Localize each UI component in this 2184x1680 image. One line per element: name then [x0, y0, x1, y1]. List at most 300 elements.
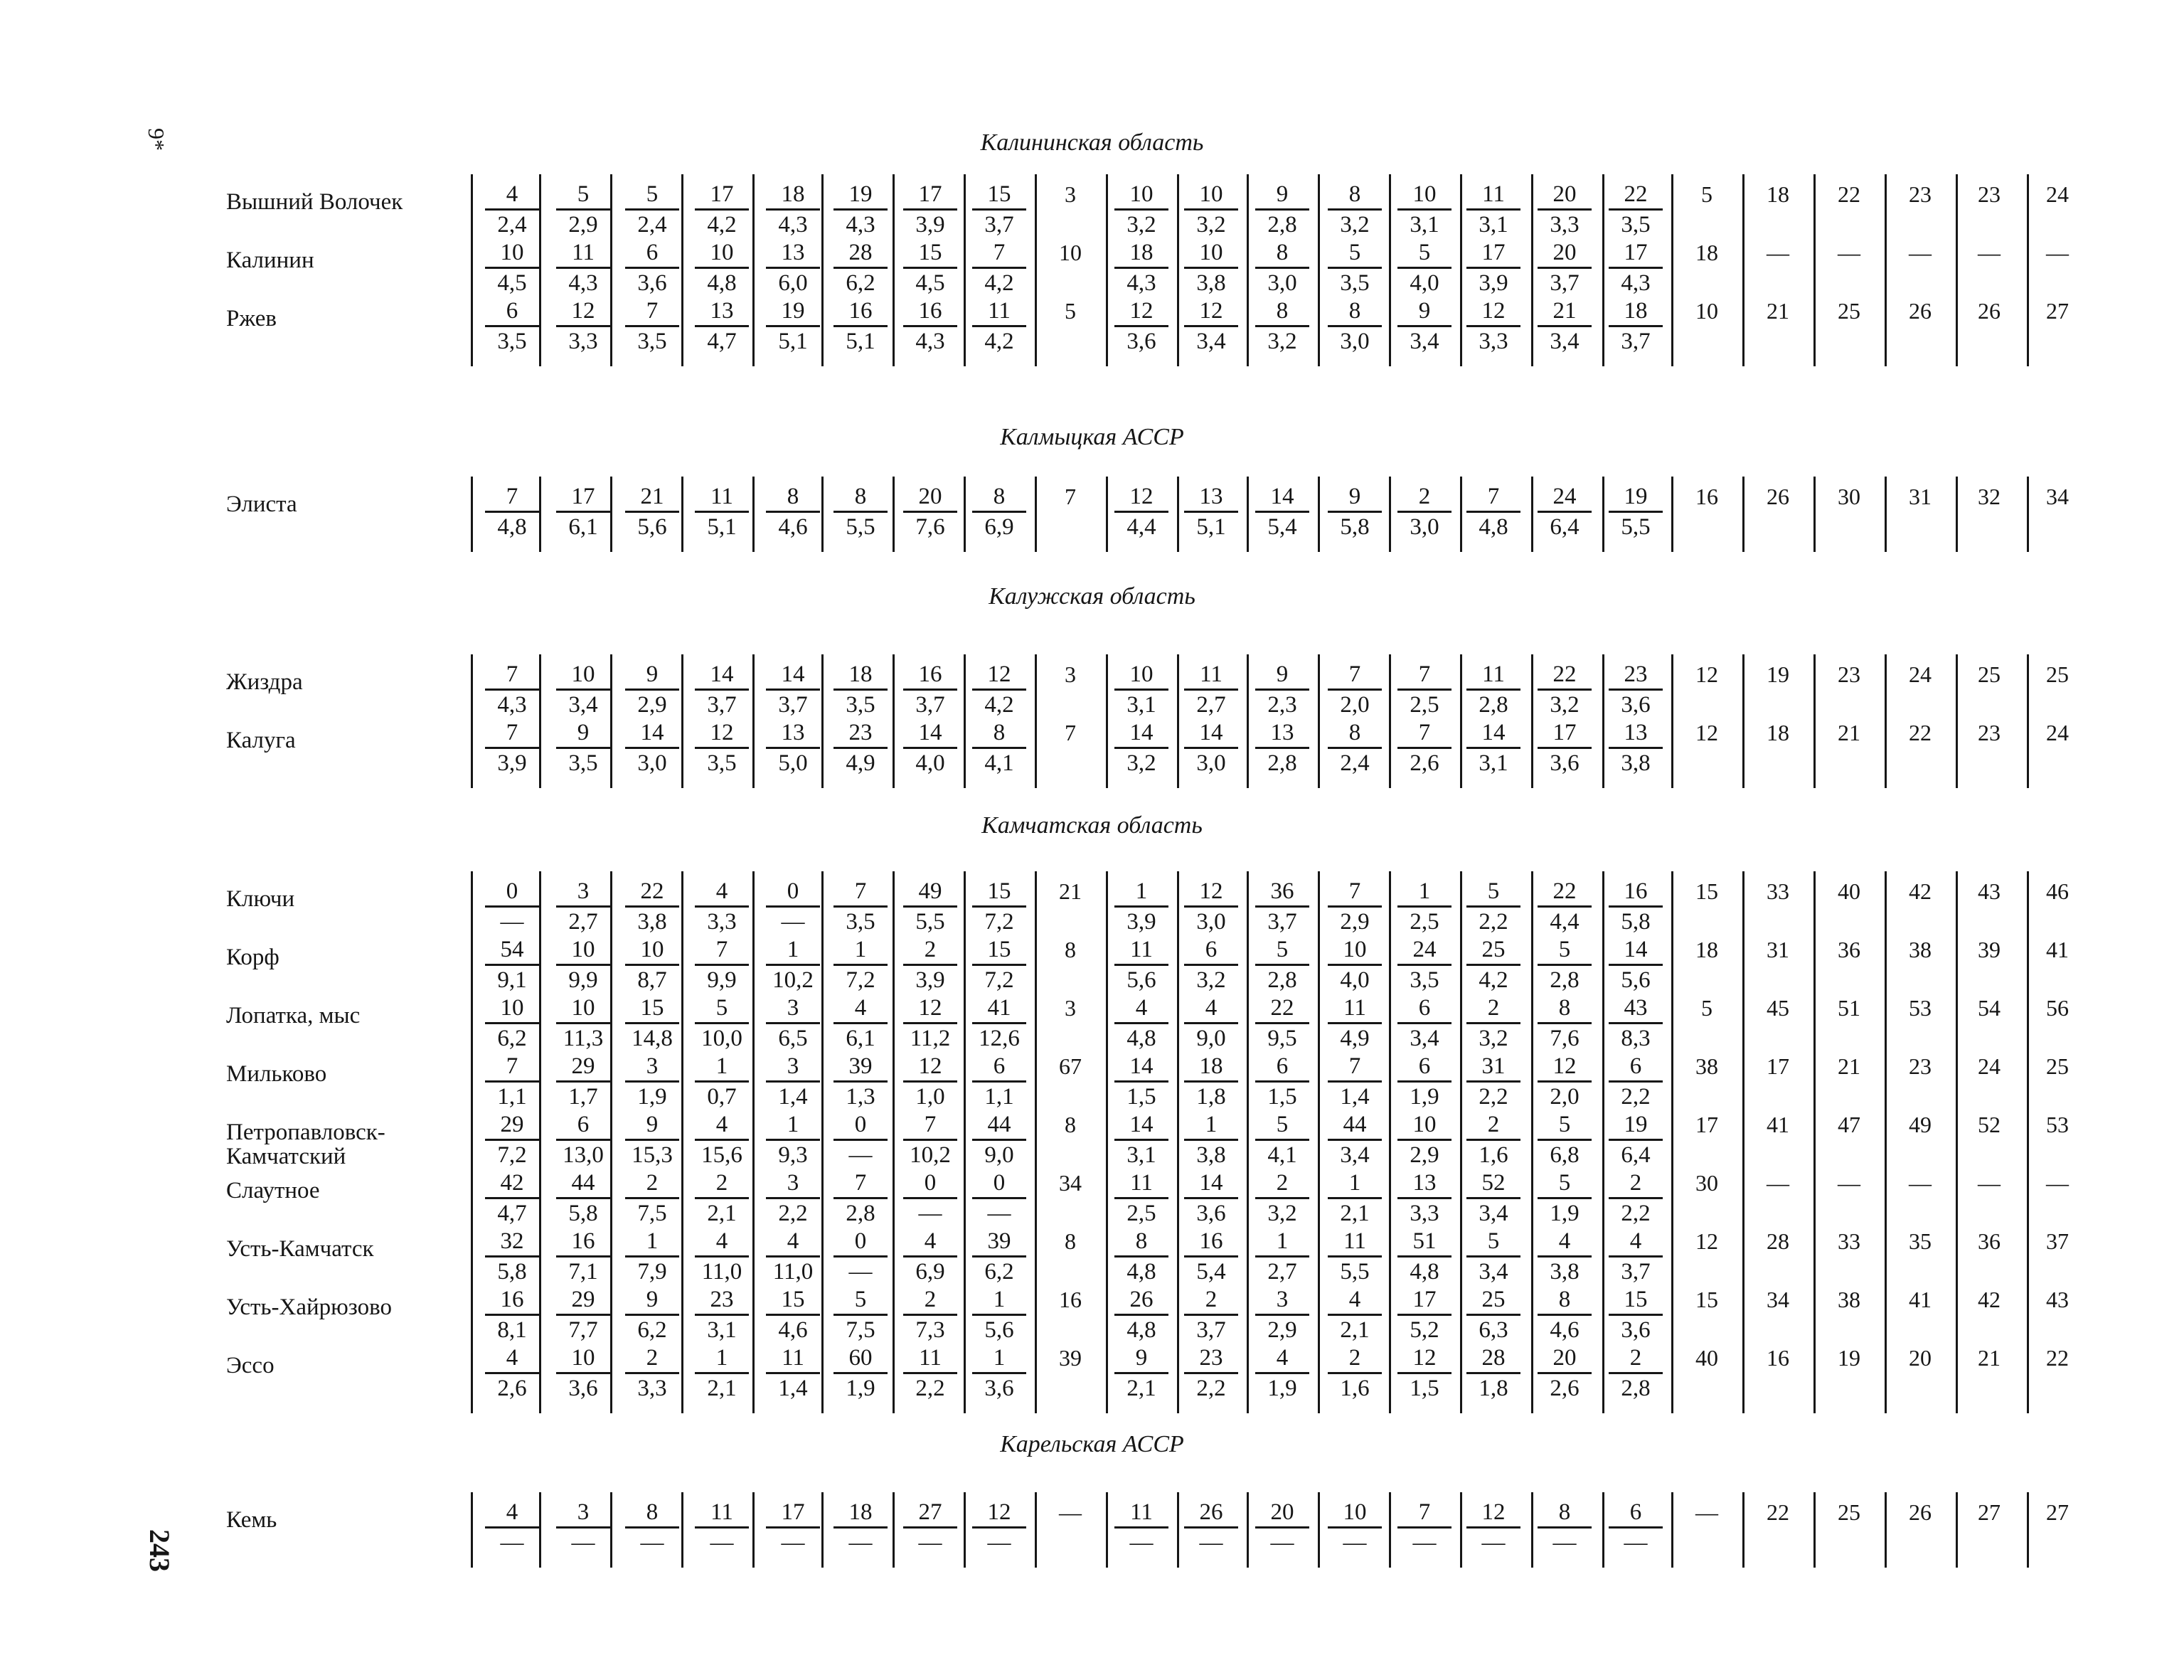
column-rule: [1177, 174, 1179, 366]
numerator: 2: [1609, 1344, 1663, 1374]
column-rule: [471, 1492, 473, 1568]
denominator: 6,5: [778, 1026, 808, 1051]
column-rule: [1247, 871, 1249, 1413]
column-rule: [1318, 1492, 1320, 1568]
column-rule: [1531, 174, 1533, 366]
numerator: 24: [1397, 935, 1451, 966]
single-value: 8: [1065, 1112, 1076, 1137]
numerator: 29: [556, 1052, 610, 1083]
numerator: 49: [903, 877, 957, 908]
numerator: 10: [625, 935, 679, 966]
numerator: 11: [1466, 180, 1520, 211]
denominator: —: [1624, 1530, 1648, 1556]
numerator: 4: [485, 1498, 539, 1529]
column-rule: [1956, 1492, 1958, 1568]
fraction-cell: [1184, 1110, 1238, 1168]
numerator: 6: [1397, 1052, 1451, 1083]
numerator: 8: [1538, 1498, 1592, 1529]
single-value: 36: [1978, 1228, 2001, 1254]
fraction-cell: [625, 1227, 679, 1285]
single-value: 22: [1909, 720, 1932, 745]
column-rule: [752, 654, 755, 788]
denominator: —: [500, 1530, 524, 1556]
fraction-cell: [1184, 718, 1238, 776]
denominator: 1,3: [846, 1084, 875, 1110]
numerator: 21: [625, 482, 679, 513]
numerator: 1: [1114, 877, 1168, 908]
fraction-cell: [1255, 877, 1309, 935]
denominator: 2,5: [1410, 692, 1439, 718]
numerator: 8: [1328, 180, 1382, 211]
denominator: 7,5: [846, 1317, 875, 1343]
denominator: 3,5: [846, 692, 875, 718]
denominator: 6,2: [984, 1259, 1014, 1285]
denominator: 2,8: [1550, 967, 1580, 993]
single-value: 26: [1978, 298, 2001, 324]
fraction-cell: [556, 1344, 610, 1401]
single-value: 22: [1767, 1499, 1789, 1525]
numerator: 3: [1255, 1285, 1309, 1316]
numerator: 7: [1397, 660, 1451, 691]
fraction-cell: [1328, 1227, 1382, 1285]
single-value: 8: [1065, 937, 1076, 962]
fraction-cell: [1255, 1285, 1309, 1343]
numerator: 17: [766, 1498, 820, 1529]
fraction-cell: [972, 1285, 1026, 1343]
denominator: 12,6: [979, 1026, 1020, 1051]
denominator: 5,1: [846, 329, 875, 354]
fraction-cell: [1538, 718, 1592, 776]
single-value: 38: [1695, 1053, 1718, 1079]
fraction-cell: [1328, 1110, 1382, 1168]
fraction-cell: [1114, 1344, 1168, 1401]
single-value: 18: [1767, 181, 1789, 207]
denominator: 2,5: [1410, 909, 1439, 935]
denominator: 4,3: [497, 692, 527, 718]
numerator: 17: [1538, 718, 1592, 749]
denominator: 2,6: [1550, 1376, 1580, 1401]
column-rule: [893, 174, 895, 366]
numerator: 10: [485, 994, 539, 1024]
denominator: 3,7: [1267, 909, 1297, 935]
denominator: 2,7: [1267, 1259, 1297, 1285]
fraction-cell: [766, 877, 820, 935]
fraction-cell: [1255, 1227, 1309, 1285]
denominator: 2,2: [1479, 1084, 1508, 1110]
fraction-cell: [695, 1169, 749, 1226]
denominator: 4,0: [1340, 967, 1370, 993]
single-value: 5: [1065, 298, 1076, 324]
column-rule: [1671, 871, 1673, 1413]
fraction-cell: [903, 994, 957, 1051]
station-name: Вышний Волочек: [226, 189, 403, 215]
denominator: 5,8: [1340, 514, 1370, 540]
column-rule: [610, 1492, 612, 1568]
column-rule: [1247, 174, 1249, 366]
denominator: 3,0: [1267, 270, 1297, 296]
fraction-cell: [972, 994, 1026, 1051]
fraction-cell: [1114, 180, 1168, 238]
single-value: 25: [1838, 1499, 1860, 1525]
section-title: Калмыцкая АССР: [1000, 424, 1184, 450]
column-rule: [1742, 654, 1744, 788]
fraction-cell: [1397, 1285, 1451, 1343]
fraction-cell: [556, 1169, 610, 1226]
numerator: 12: [1184, 877, 1238, 908]
denominator: 1,1: [497, 1084, 527, 1110]
numerator: 4: [485, 1344, 539, 1374]
denominator: 2,4: [497, 212, 527, 238]
numerator: 2: [1328, 1344, 1382, 1374]
numerator: 4: [1255, 1344, 1309, 1374]
numerator: 5: [1538, 1110, 1592, 1141]
numerator: 13: [766, 238, 820, 269]
single-value: 7: [1065, 720, 1076, 745]
fraction-cell: [1255, 1052, 1309, 1110]
numerator: 12: [972, 660, 1026, 691]
single-value: 45: [1767, 995, 1789, 1021]
numerator: 8: [833, 482, 888, 513]
fraction-cell: [1609, 1169, 1663, 1226]
single-value: 21: [1838, 1053, 1860, 1079]
numerator: 5: [1466, 1227, 1520, 1258]
fraction-cell: [1609, 1052, 1663, 1110]
numerator: 22: [1538, 877, 1592, 908]
single-value: 41: [2046, 937, 2069, 962]
denominator: 3,8: [1621, 750, 1651, 776]
fraction-cell: [695, 1285, 749, 1343]
numerator: 23: [695, 1285, 749, 1316]
page-number: 243: [144, 1529, 176, 1572]
denominator: 1,5: [1126, 1084, 1156, 1110]
numerator: 1: [833, 935, 888, 966]
station-name: Ржев: [226, 306, 277, 331]
fraction-cell: [1609, 994, 1663, 1051]
column-rule: [471, 871, 473, 1413]
numerator: 7: [625, 297, 679, 327]
fraction-cell: [1609, 1498, 1663, 1556]
denominator: 3,5: [846, 909, 875, 935]
numerator: 7: [903, 1110, 957, 1141]
fraction-cell: [556, 1285, 610, 1343]
numerator: 16: [833, 297, 888, 327]
numerator: 8: [1538, 994, 1592, 1024]
fraction-cell: [972, 660, 1026, 718]
numerator: 20: [1255, 1498, 1309, 1529]
denominator: 2,1: [707, 1201, 737, 1226]
numerator: 14: [1114, 1052, 1168, 1083]
denominator: 5,4: [1196, 1259, 1226, 1285]
column-rule: [821, 1492, 824, 1568]
single-value: 20: [1909, 1345, 1932, 1371]
numerator: 8: [766, 482, 820, 513]
denominator: 3,3: [637, 1376, 667, 1401]
column-rule: [610, 654, 612, 788]
numerator: 19: [766, 297, 820, 327]
single-value: 24: [1978, 1053, 2001, 1079]
single-value: 23: [1978, 181, 2001, 207]
denominator: 2,8: [846, 1201, 875, 1226]
denominator: 3,1: [707, 1317, 737, 1343]
denominator: 3,7: [915, 692, 945, 718]
denominator: —: [1481, 1530, 1506, 1556]
fraction-cell: [833, 180, 888, 238]
denominator: 4,0: [915, 750, 945, 776]
column-rule: [1742, 1492, 1744, 1568]
fraction-cell: [1328, 180, 1382, 238]
fraction-cell: [1114, 994, 1168, 1051]
numerator: 17: [556, 482, 610, 513]
numerator: 42: [485, 1169, 539, 1199]
denominator: 6,1: [846, 1026, 875, 1051]
single-value: —: [2046, 240, 2069, 265]
fraction-cell: [1538, 1344, 1592, 1401]
single-value: 15: [1695, 1287, 1718, 1312]
fraction-cell: [833, 1052, 888, 1110]
fraction-cell: [766, 1227, 820, 1285]
column-rule: [1247, 1492, 1249, 1568]
fraction-cell: [1609, 180, 1663, 238]
fraction-cell: [1255, 1169, 1309, 1226]
denominator: 2,2: [1621, 1201, 1651, 1226]
numerator: 5: [695, 994, 749, 1024]
column-rule: [681, 477, 683, 552]
single-value: 43: [2046, 1287, 2069, 1312]
denominator: 1,4: [1340, 1084, 1370, 1110]
denominator: 4,6: [778, 514, 808, 540]
denominator: 4,8: [1479, 514, 1508, 540]
fraction-cell: [625, 1110, 679, 1168]
numerator: 18: [1184, 1052, 1238, 1083]
single-value: 23: [1978, 720, 2001, 745]
fraction-cell: [766, 1110, 820, 1168]
denominator: —: [918, 1201, 942, 1226]
numerator: 5: [1538, 1169, 1592, 1199]
denominator: 3,7: [707, 692, 737, 718]
numerator: 7: [485, 718, 539, 749]
denominator: 7,6: [1550, 1026, 1580, 1051]
column-rule: [1106, 654, 1108, 788]
fraction-cell: [485, 1344, 539, 1401]
numerator: 2: [625, 1344, 679, 1374]
numerator: 9: [1114, 1344, 1168, 1374]
denominator: 4,0: [1410, 270, 1439, 296]
denominator: 3,6: [637, 270, 667, 296]
column-rule: [1177, 1492, 1179, 1568]
fraction-cell: [1184, 1285, 1238, 1343]
denominator: 5,2: [1410, 1317, 1439, 1343]
numerator: 10: [1114, 660, 1168, 691]
fraction-cell: [903, 718, 957, 776]
denominator: 2,8: [1267, 967, 1297, 993]
denominator: 5,1: [1196, 514, 1226, 540]
fraction-cell: [833, 718, 888, 776]
fraction-cell: [1397, 1052, 1451, 1110]
numerator: 10: [1397, 180, 1451, 211]
single-value: —: [1838, 240, 1860, 265]
fraction-cell: [625, 994, 679, 1051]
numerator: 5: [1255, 935, 1309, 966]
column-rule: [1035, 654, 1037, 788]
denominator: 6,4: [1550, 514, 1580, 540]
denominator: 1,7: [568, 1084, 598, 1110]
fraction-cell: [903, 1227, 957, 1285]
column-rule: [1956, 871, 1958, 1413]
numerator: 5: [1328, 238, 1382, 269]
column-rule: [1813, 174, 1816, 366]
fraction-cell: [1609, 935, 1663, 993]
column-rule: [681, 654, 683, 788]
fraction-cell: [1397, 1169, 1451, 1226]
fraction-cell: [1466, 1052, 1520, 1110]
numerator: 20: [1538, 1344, 1592, 1374]
denominator: 4,8: [1126, 1317, 1156, 1343]
denominator: 8,3: [1621, 1026, 1651, 1051]
numerator: 1: [1397, 877, 1451, 908]
denominator: 6,4: [1621, 1142, 1651, 1168]
fraction-cell: [556, 1498, 610, 1556]
single-value: 3: [1065, 661, 1076, 687]
fraction-cell: [1538, 1227, 1592, 1285]
numerator: 9: [556, 718, 610, 749]
numerator: 4: [485, 180, 539, 211]
fraction-cell: [1255, 180, 1309, 238]
fraction-cell: [695, 1498, 749, 1556]
single-value: 19: [1838, 1345, 1860, 1371]
fraction-cell: [1328, 660, 1382, 718]
fraction-cell: [1184, 1498, 1238, 1556]
column-rule: [821, 871, 824, 1413]
numerator: 1: [766, 935, 820, 966]
column-rule: [893, 1492, 895, 1568]
column-rule: [1389, 1492, 1391, 1568]
numerator: 8: [1328, 718, 1382, 749]
fraction-cell: [556, 660, 610, 718]
fraction-cell: [1397, 1498, 1451, 1556]
column-rule: [1885, 477, 1887, 552]
fraction-cell: [1609, 718, 1663, 776]
denominator: 7,5: [637, 1201, 667, 1226]
column-rule: [1885, 174, 1887, 366]
numerator: 24: [1538, 482, 1592, 513]
denominator: 3,4: [568, 692, 598, 718]
fraction-cell: [903, 1344, 957, 1401]
numerator: 18: [766, 180, 820, 211]
fraction-cell: [556, 297, 610, 354]
numerator: 28: [833, 238, 888, 269]
numerator: 13: [1397, 1169, 1451, 1199]
column-rule: [1671, 654, 1673, 788]
denominator: 3,9: [915, 967, 945, 993]
single-value: 40: [1838, 878, 1860, 904]
numerator: 6: [1609, 1498, 1663, 1529]
fraction-cell: [1184, 1227, 1238, 1285]
denominator: 5,6: [637, 514, 667, 540]
numerator: 5: [625, 180, 679, 211]
single-value: 42: [1978, 1287, 2001, 1312]
single-value: 67: [1059, 1053, 1082, 1079]
numerator: 15: [972, 180, 1026, 211]
denominator: 3,1: [1479, 212, 1508, 238]
single-value: 28: [1767, 1228, 1789, 1254]
denominator: 3,1: [1126, 692, 1156, 718]
station-name: Усть-Камчатск: [226, 1236, 374, 1262]
single-value: 3: [1065, 995, 1076, 1021]
column-rule: [539, 654, 541, 788]
denominator: 2,9: [637, 692, 667, 718]
numerator: 22: [625, 877, 679, 908]
single-value: 18: [1767, 720, 1789, 745]
fraction-cell: [625, 180, 679, 238]
fraction-cell: [903, 1110, 957, 1168]
single-value: 22: [2046, 1345, 2069, 1371]
numerator: 11: [695, 482, 749, 513]
fraction-cell: [1397, 994, 1451, 1051]
fraction-cell: [1538, 297, 1592, 354]
denominator: —: [848, 1259, 873, 1285]
denominator: 3,2: [1267, 1201, 1297, 1226]
denominator: 4,7: [497, 1201, 527, 1226]
denominator: 5,8: [1621, 909, 1651, 935]
fraction-cell: [1538, 180, 1592, 238]
numerator: 4: [1184, 994, 1238, 1024]
column-rule: [964, 174, 966, 366]
denominator: 3,0: [1196, 909, 1226, 935]
numerator: 6: [1255, 1052, 1309, 1083]
denominator: 2,9: [1340, 909, 1370, 935]
column-rule: [1742, 174, 1744, 366]
fraction-cell: [1466, 1110, 1520, 1168]
numerator: 5: [1255, 1110, 1309, 1141]
denominator: 2,6: [497, 1376, 527, 1401]
numerator: 2: [1255, 1169, 1309, 1199]
numerator: 20: [1538, 180, 1592, 211]
fraction-cell: [1538, 1498, 1592, 1556]
denominator: 3,6: [1621, 1317, 1651, 1343]
numerator: 11: [1328, 994, 1382, 1024]
fraction-cell: [485, 1110, 539, 1168]
fraction-cell: [1397, 180, 1451, 238]
column-rule: [539, 871, 541, 1413]
column-rule: [1318, 654, 1320, 788]
numerator: 6: [485, 297, 539, 327]
numerator: 7: [833, 877, 888, 908]
numerator: 4: [695, 1110, 749, 1141]
fraction-cell: [1184, 1169, 1238, 1226]
fraction-cell: [1255, 660, 1309, 718]
denominator: 4,8: [1410, 1259, 1439, 1285]
fraction-cell: [1184, 238, 1238, 296]
denominator: 3,1: [1410, 212, 1439, 238]
fraction-cell: [1255, 1344, 1309, 1401]
single-value: 52: [1978, 1112, 2001, 1137]
denominator: —: [987, 1201, 1011, 1226]
fraction-cell: [1114, 1169, 1168, 1226]
numerator: 14: [1114, 1110, 1168, 1141]
denominator: 5,8: [497, 1259, 527, 1285]
denominator: 3,2: [1479, 1026, 1508, 1051]
fraction-cell: [1328, 1169, 1382, 1226]
denominator: 1,9: [637, 1084, 667, 1110]
fraction-cell: [903, 482, 957, 540]
fraction-cell: [1538, 1052, 1592, 1110]
denominator: 3,1: [1126, 1142, 1156, 1168]
numerator: 14: [1184, 1169, 1238, 1199]
denominator: 8,7: [637, 967, 667, 993]
column-rule: [1531, 654, 1533, 788]
column-rule: [1813, 654, 1816, 788]
denominator: 2,9: [1267, 1317, 1297, 1343]
